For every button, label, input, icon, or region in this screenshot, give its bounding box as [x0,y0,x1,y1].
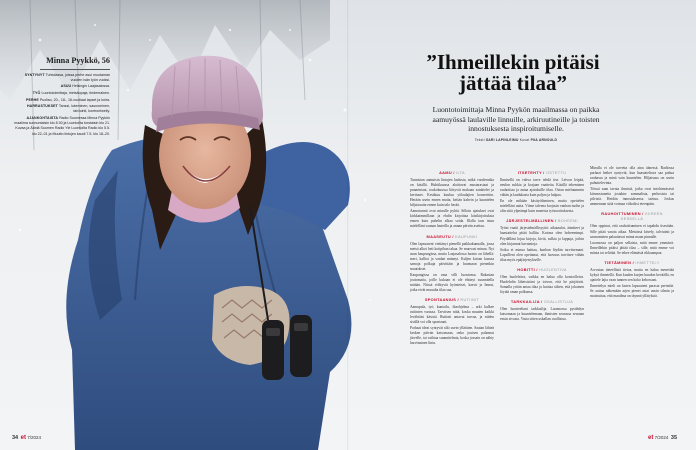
page-number-right: 35 [670,435,678,441]
body-paragraph: Arvostan tieteellistä tietoa, mutta en halua menettää kykyä ihmetellä. Kun kuulen kurjen huudon keväällä, en ajattele lajia vaan tunnen sen koko kehossani. [590,267,674,282]
section-heading-year: KAUPUNKI [455,233,478,239]
fact-key: AJANKOHTAISTA [26,115,59,120]
footer-left [12,435,41,441]
fact-box-rows [14,73,110,137]
fact-value: Radio Suomessa Minna Pyykön maailma sunnuntaisin klo 8.30 ja Luontoilta torstaisin klo 21. Kuvaa ja Ääniä Suomen Radio Yle Luontoilta Radio klo 5.5. klo 22–01 ja Muutto lintujen kaudi 7.5. klo 18–20. [14,115,110,136]
section-heading-sep: / [451,170,457,175]
body-paragraph: Työni vaatii järjestelmällisyyttä: aikataulut, äänitteet ja haastattelut pitää hallita. Kotona olen boheemimpi. Pöydälläni lojuu kirjoja, kiviä, sulkia ja lappuja, joihin olen kirjannut havaintoja. [500,226,584,246]
page-number-left: 34 [12,435,19,441]
issue-right: 7/2024 [654,435,669,440]
section-heading-place: AAMU [439,170,452,175]
fact-row [14,116,110,137]
fact-row [14,84,110,89]
fact-value: Tanssi, lukeminen, saunominen, talviuinti, kontrontwelly. [58,104,110,114]
fact-box-name: Minna Pyykkö, 56 [46,56,110,65]
fact-key: PERHE [25,97,39,102]
fact-value: Puoliso, 20-, 18-, 16-vuotiaat lapset ja koira. [39,97,110,102]
section-heading-year: HUOLENTIVA [539,266,567,272]
article-column-3 [590,166,674,300]
section-heading-place: RAUHOITTUMINEN [601,211,641,217]
magazine-logo-right: et [648,435,654,441]
footer-right [648,435,677,441]
section-heading [500,170,584,175]
article-byline [430,138,602,142]
section-heading-sep: / [534,266,540,272]
section-heading-sep: / [539,298,544,304]
body-paragraph: Sotku ei minua haittaa, kunhan löydän tarvitsemani. Lapsilleni olen opettanut, että luovuus tarvitsee vähän tilaa myös epäjärjestykselle. [500,247,584,262]
section-heading-sep: / [456,297,461,303]
byline-photo-label: Kuvat [519,138,530,142]
section-heading-year: IHMETTELY [635,259,660,265]
body-paragraph: Ihmettelyn mieli on lasten lapsuuteni parasta perintöä. Se auttaa näkemään arjen pienet asiat uusin silmin ja muistuttaa, että maailma on täynnä yllätyksiä. [590,283,674,299]
body-paragraph: Kaupungissa on oma villi luontonsa. Rakastan joutomaita, joille kukaan ei ole ehtinyt suunnitella mitään. Niissä viihtyvät hyönteiset, kasvit ja linnut, jotka eivät muualta tilaa saa. [410,272,494,292]
section-heading-year: OSTETTU [545,170,567,175]
body-paragraph: Aamupala, työ, kuntoilu, iltaohjelma – arki kulkee rutiinien varassa. Tarvitsen niitä, koska muuten kaikki levähtäisi käsistä. Rutiinit antavat turvaa, ja niiden sisällä voi olla spontaani. [410,305,494,325]
body-paragraph: En ole mikään käsityöihminen, mutta opettelen mielelläni uutta. Viime talvena korjasin vanhan tuolin ja olin siitä ylpeämpi kuin monesta työsuorituksesta. [500,199,584,214]
section-heading [500,299,584,304]
section-heading-sep: / [640,211,646,217]
section-heading [410,297,494,302]
body-paragraph: Olen huolehtiva, vaikka en halua olla kontrolloiva. Huolehdin läheisistäni ja toivon, että he pärjäävät. Samalla yritän antaa tilaa ja luottaa siihen, että jokainen löytää oman polkunsa. [500,274,584,294]
article-lead: Luontotoimittaja Minna Pyykön maailmassa on paikka aamuyössä laulaville linnuille, arkiruutineille ja toisten innostuksesta inspiroitumiselle. [432,105,600,134]
section-heading [590,211,674,221]
section-heading-year: ILTA [456,170,465,175]
section-heading-place: TIETÄMINEN [604,259,632,265]
section-heading-sep: / [541,170,546,175]
fact-row [14,73,110,83]
article-column-2 [500,166,584,323]
body-paragraph: Olen luonteeltani tarkkailija. Luonnossa pysähdyn katsomaan ja kuuntelemaan, ihmisten seurassa seuraan ensin sivusta. Vasta sitten uskallan osallistua. [500,307,584,322]
section-heading-place: SPONTAANIUS [424,297,457,303]
fact-value: Tuhtolassa, joissa perhe asui muutaman vuoden isän työn vuoksi. [45,72,110,82]
fact-value: Luontotoimittaja, metsäopaja, tiedemainen. [41,90,110,95]
fact-box [14,56,110,138]
fact-value: Helsingin Laajasalossa. [72,84,110,89]
fact-row [14,104,110,114]
fact-key: HARRASTUKSET [26,104,58,109]
fact-row [14,91,110,96]
section-heading-place: JÄRJESTELMÄLLINEN [506,218,554,224]
fact-key: SYNTYNYT [24,72,45,77]
body-paragraph: Parhaat ideat syntyvät silti usein yllättäen. Saatan lähteä kesken päivän katsomaan, onko joutsen palannut järvelle, tai vaihtaa suunnitelmia, koska jossain on nähty harvinainen lintu. [410,326,494,346]
page-spine [347,0,349,450]
section-heading-sep: / [451,233,456,239]
section-heading [590,260,674,265]
body-paragraph: Tunnistan aamuisin lintujen laulusta, mikä vuodenaika on käsillä. Huhtikuussa aloittavat mustarastaat ja punarintaat, toukokuussa liittyvät mukaan satakielet ja kerttuset. Kesäkuu kuuluu yölaulajien konserttiin. Herään usein ennen muita, keitän kahvin ja kuuntelen hiljaisuutta ennen kuin talo herää. [410,178,494,208]
fact-key: TYÖ [32,90,41,95]
section-heading-year: OSALLISTUJA [543,298,574,304]
section-heading-sep: / [553,218,558,224]
body-paragraph: Minulla ei ole tarvetta olla aina äänessä. Radiossa parhaat hetket syntyvät, kun haastateltava saa puhua rauhassa ja minä vain kuuntelen. Hiljaisuus on usein puhuttelevinta. [590,166,674,186]
byline-text-label: Teksti [474,138,485,142]
section-heading-year: RUTIINIT [460,297,480,303]
body-paragraph: Luonnossa on paljon sellaista, mitä emme ymmärrä. Ihmeillekin pitäisi jättää tilaa – sille, mitä emme voi mitata tai selittää. Se tekee elämästä rikkaampaa. [590,240,674,255]
fact-row [14,98,110,103]
article-column-1 [410,166,494,347]
section-heading-year: BOHEEMI [557,218,578,224]
section-heading-place: HOBITTI [517,266,535,272]
body-paragraph: Olen lapsuuteni viettänyt pienellä paikkakunnalla, jossa metsä alkoi heti kotipihan takaa. Se muovasi minua. Nyt asun kaupungissa, mutta Laajasalossa luonto on lähellä: meri, kalliot ja vanhat männyt. Kuljen koiran kanssa samoja polkuja päivittäin ja huomaan pienetkin muutokset. [410,241,494,271]
section-heading-sep: / [631,259,636,265]
body-paragraph: Aamutunnit ovat minulle pyhiä. Silloin ajatukset ovat kirkkaimmillaan ja ehdin kirjoittaa käsikirjoituksia ennen kuin puhelin alkaa soida. Illalla taas istun mielelläni saunan lauteilla ja annan päivän asettua. [410,209,494,229]
fact-key: ASUU [60,84,72,89]
section-heading [410,234,494,239]
fact-box-rule [40,69,110,70]
issue-left: 7/2024 [27,435,42,440]
body-paragraph: Ihmisellä on vahva tarve tehdä itse. Leivon leipää, neulon sukkia ja korjaan vaatteita. Käsillä tekeminen rauhoittaa ja antaa ajatuksille tilaa. Ostan mieluummin vähän ja laadukasta kuin paljon ja halpaa. [500,178,584,198]
body-paragraph: Töissä saan tavata ihmisiä, jotka ovat intohimoisesti kiinnostuneita jostakin: sammalista, perhosista tai pilvistä. Heidän innostuksensa tarttuu. Joskus ammennan siitä voimaa viikoiksi eteenpäin. [590,187,674,207]
section-heading-place: ITSETEHTY [517,170,542,175]
body-paragraph: Olen oppinut, että rauhoittuminen ei tapahdu itsestään. Sille pitää varata aikaa. Metsässä kävely, talviuinti ja saunominen palauttavat minut maan pinnalle. [590,224,674,239]
section-heading-place: TARKKAILIJA [510,298,540,304]
section-heading-year: KIIREEN KESKELLÄ [620,211,663,222]
article-headline: ”Ihmeillekin pitäisi jättää tilaa” [426,50,600,95]
byline-author: SARI LAPINLEIMU [485,138,519,142]
byline-photographer: PIIA ARNOULD [530,138,558,142]
section-heading [410,170,494,175]
section-heading-place: MAASEUTU [426,233,451,239]
section-heading [500,267,584,272]
section-heading [500,218,584,223]
magazine-logo-left: et [20,435,26,441]
